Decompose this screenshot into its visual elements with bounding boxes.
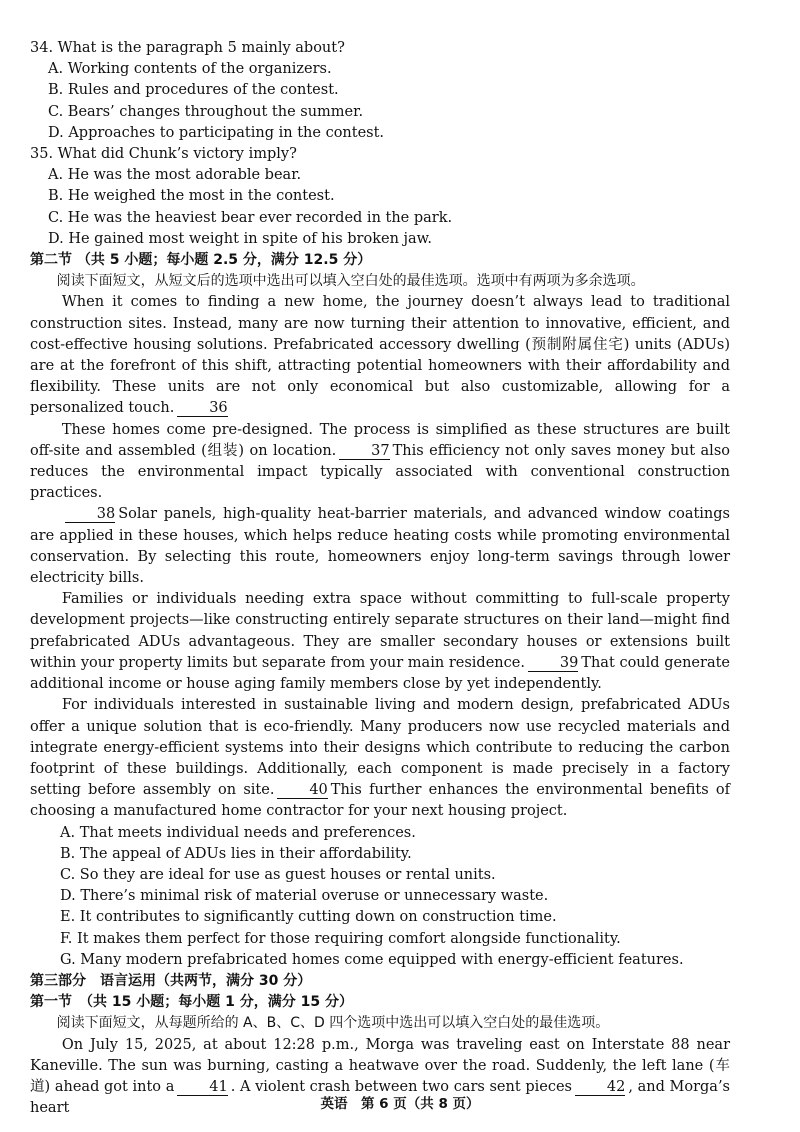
question-35-option-b: B. He weighed the most in the contest. (48, 188, 335, 205)
blank-40: 40 (277, 782, 327, 799)
choice-e: E. It contributes to significantly cutting down on construction time. (60, 909, 557, 926)
part-3-section-1-header: 第一节 （共 15 小题；每小题 1 分，满分 15 分） (30, 994, 353, 1011)
blank-42: 42 (575, 1079, 625, 1096)
paragraph-3-text: Solar panels, high-quality heat-barrier materials, and advanced window coatings are applied in these houses, which helps reduce heating costs while promoting environmental conservation. By selecting this route, homeowners enjoy long-term savings through lower electricity bills. (30, 506, 730, 587)
page-content (30, 38, 730, 1119)
part-3-instruction: 阅读下面短文，从每题所给的 A、B、C、D 四个选项中选出可以填入空白处的最佳选项。 (56, 1015, 610, 1032)
paragraph-5-text-b: This further enhances the environmental benefits of choosing a manufactured home contractor for your next housing project. (30, 782, 730, 820)
choice-g: G. Many modern prefabricated homes come equipped with energy-efficient features. (60, 951, 684, 968)
question-34-option-b: B. Rules and procedures of the contest. (48, 82, 339, 99)
choice-a: A. That meets individual needs and preferences. (60, 824, 416, 841)
paragraph-4-text-b: That could generate additional income or house aging family members close by yet independently. (30, 654, 731, 693)
question-34-option-d: D. Approaches to participating in the contest. (48, 124, 385, 141)
question-34-stem: 34. What is the paragraph 5 mainly about? (30, 40, 345, 56)
question-35-option-d: D. He gained most weight in spite of his broken jaw. (48, 230, 432, 247)
choice-d: D. There’s minimal risk of material overuse or unnecessary waste. (60, 888, 549, 905)
passage-paragraph-3 (30, 504, 730, 589)
blank-41: 41 (177, 1079, 227, 1096)
section-2-instruction: 阅读下面短文，从短文后的选项中选出可以填入空白处的最佳选项。选项中有两项为多余选项。 (56, 273, 645, 290)
passage-paragraph-4 (30, 589, 730, 695)
section-2-header: 第二节 （共 5 小题；每小题 2.5 分，满分 12.5 分） (30, 252, 372, 269)
paragraph-5-text-a: For individuals interested in sustainable living and modern design, prefabricated ADUs offer a unique solution that is eco-friendly. Many producers now use recycled materials and integrate energy-efficient systems into their designs which contribute to reducing the carbon footprint of these buildings. Additionally, each component is made precisely in a factory setting before assembly on site. (30, 697, 730, 799)
question-35-stem: 35. What did Chunk’s victory imply? (30, 146, 297, 163)
paragraph-2-text-a: These homes come pre-designed. The process is simplified as these structures are built off-site and assembled (组装) on location. (30, 421, 730, 459)
question-35-option-c: C. He was the heaviest bear ever recorded in the park. (48, 209, 453, 226)
part-3-header: 第三部分 语言运用（共两节，满分 30 分） (30, 972, 312, 989)
choice-b: B. The appeal of ADUs lies in their affordability. (60, 845, 412, 862)
choice-f: F. It makes them perfect for those requiring comfort alongside functionality. (60, 930, 621, 947)
page-footer: 英语 第 6 页（共 8 页） (320, 1096, 480, 1112)
question-34-option-c: C. Bears’ changes throughout the summer. (48, 103, 364, 120)
part-3-text-c: , and Morga’s heart (30, 1078, 730, 1117)
blank-37: 37 (339, 443, 389, 460)
blank-39: 39 (528, 655, 578, 672)
passage-paragraph-5 (30, 695, 730, 822)
paragraph-1-text: When it comes to finding a new home, the journey doesn’t always lead to traditional construction sites. Instead, many are now turning their attention to innovative, efficient, and cost-effective housing solutions. Prefabricated accessory dwelling (预制附属住宅) units (ADUs) are at the forefront of this shift, attracting potential homeowners with their affordability and flexibility. These units are not only economical but also customizable, allowing for a personalized touch. (30, 294, 730, 417)
passage-paragraph-2 (30, 420, 730, 505)
passage-paragraph-1 (30, 292, 730, 419)
blank-36: 36 (177, 400, 227, 417)
question-35-option-a: A. He was the most adorable bear. (48, 167, 302, 184)
question-34-option-a: A. Working contents of the organizers. (48, 61, 332, 78)
part-3-text-a: On July 15, 2025, at about 12:28 p.m., Morga was traveling east on Interstate 88 near Kaneville. The sun was burning, casting a heatwave over the road. Suddenly, the left lane (车道) ahead got into a (30, 1036, 730, 1095)
paragraph-4-text-a: Families or individuals needing extra space without committing to full-scale property development projects—like constructing entirely separate structures on their land—might find prefabricated ADUs advantageous. They are smaller secondary houses or extensions built within your property limits but separate from your main residence. (30, 591, 730, 671)
blank-38: 38 (65, 506, 115, 523)
paragraph-2-text-b: This efficiency not only saves money but also reduces the environmental impact typically associated with conventional construction practices. (30, 442, 730, 502)
choice-c: C. So they are ideal for use as guest houses or rental units. (60, 866, 496, 883)
part-3-text-b: . A violent crash between two cars sent pieces (230, 1078, 572, 1095)
